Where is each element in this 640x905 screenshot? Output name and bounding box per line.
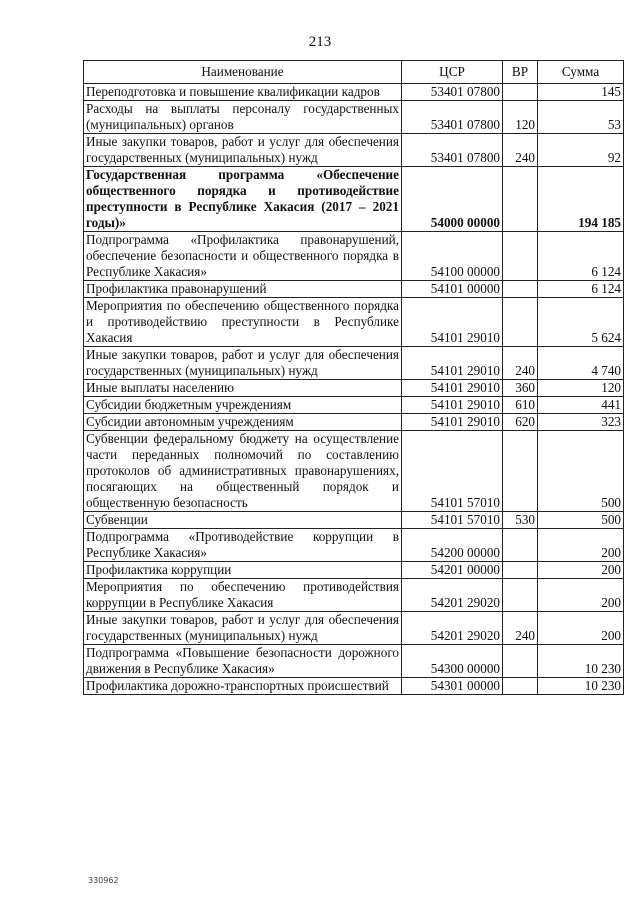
cell-csr: 54201 29020 — [402, 612, 503, 645]
cell-name: Иные закупки товаров, работ и услуг для обеспечения государственных (муниципальных) нужд — [84, 612, 402, 645]
cell-vr — [503, 84, 538, 101]
cell-sum: 200 — [538, 612, 624, 645]
cell-vr — [503, 645, 538, 678]
table-header-row — [84, 61, 624, 84]
cell-vr — [503, 232, 538, 281]
cell-vr: 610 — [503, 397, 538, 414]
cell-csr: 54101 29010 — [402, 298, 503, 347]
cell-vr: 530 — [503, 512, 538, 529]
table-row — [84, 380, 624, 397]
cell-sum: 145 — [538, 84, 624, 101]
cell-csr: 53401 07800 — [402, 134, 503, 167]
budget-table — [83, 60, 624, 695]
table-row — [84, 347, 624, 380]
cell-csr: 54301 00000 — [402, 678, 503, 695]
table-row — [84, 134, 624, 167]
cell-vr — [503, 431, 538, 512]
cell-sum: 323 — [538, 414, 624, 431]
cell-vr — [503, 562, 538, 579]
cell-csr: 54101 29010 — [402, 380, 503, 397]
cell-sum: 200 — [538, 562, 624, 579]
cell-csr: 54101 00000 — [402, 281, 503, 298]
cell-csr: 53401 07800 — [402, 84, 503, 101]
table-row — [84, 579, 624, 612]
table-row — [84, 612, 624, 645]
cell-csr: 53401 07800 — [402, 101, 503, 134]
cell-csr: 54101 29010 — [402, 397, 503, 414]
cell-sum: 120 — [538, 380, 624, 397]
cell-vr — [503, 298, 538, 347]
cell-csr: 54200 00000 — [402, 529, 503, 562]
table-row — [84, 84, 624, 101]
footer-code: 330962 — [88, 876, 119, 885]
cell-vr: 120 — [503, 101, 538, 134]
cell-name: Субсидии бюджетным учреждениям — [84, 397, 402, 414]
header-csr: ЦСР — [402, 61, 503, 84]
cell-vr — [503, 529, 538, 562]
cell-vr — [503, 281, 538, 298]
cell-name: Подпрограмма «Противодействие коррупции в Республике Хакасия» — [84, 529, 402, 562]
cell-csr: 54101 57010 — [402, 431, 503, 512]
table-row — [84, 414, 624, 431]
cell-name: Иные закупки товаров, работ и услуг для обеспечения государственных (муниципальных) нужд — [84, 347, 402, 380]
cell-vr — [503, 579, 538, 612]
table-row — [84, 678, 624, 695]
cell-name: Профилактика коррупции — [84, 562, 402, 579]
cell-sum: 441 — [538, 397, 624, 414]
cell-vr — [503, 678, 538, 695]
table-row — [84, 512, 624, 529]
cell-csr: 54201 29020 — [402, 579, 503, 612]
cell-sum: 5 624 — [538, 298, 624, 347]
cell-name: Подпрограмма «Профилактика правонарушений, обеспечение безопасности и общественного порядка в Республике Хакасия» — [84, 232, 402, 281]
table-body — [84, 84, 624, 695]
cell-vr — [503, 167, 538, 232]
cell-csr: 54101 29010 — [402, 414, 503, 431]
cell-sum: 92 — [538, 134, 624, 167]
cell-name: Подпрограмма «Повышение безопасности дорожного движения в Республике Хакасия» — [84, 645, 402, 678]
cell-sum: 200 — [538, 529, 624, 562]
cell-sum: 10 230 — [538, 645, 624, 678]
cell-csr: 54201 00000 — [402, 562, 503, 579]
page-number: 213 — [308, 34, 332, 50]
table-row — [84, 232, 624, 281]
cell-name: Переподготовка и повышение квалификации кадров — [84, 84, 402, 101]
cell-sum: 500 — [538, 512, 624, 529]
table-row — [84, 101, 624, 134]
cell-sum: 200 — [538, 579, 624, 612]
header-name: Наименование — [84, 61, 402, 84]
cell-name: Иные закупки товаров, работ и услуг для обеспечения государственных (муниципальных) нужд — [84, 134, 402, 167]
cell-sum: 500 — [538, 431, 624, 512]
table-row — [84, 397, 624, 414]
table-row — [84, 167, 624, 232]
cell-csr: 54101 29010 — [402, 347, 503, 380]
cell-vr: 360 — [503, 380, 538, 397]
cell-name: Субсидии автономным учреждениям — [84, 414, 402, 431]
header-vr: ВР — [503, 61, 538, 84]
cell-csr: 54100 00000 — [402, 232, 503, 281]
cell-vr: 240 — [503, 347, 538, 380]
cell-name: Государственная программа «Обеспечение общественного порядка и противодействие преступности в Республике Хакасия (2017 – 2021 годы)» — [84, 167, 402, 232]
cell-sum: 6 124 — [538, 232, 624, 281]
table-row — [84, 431, 624, 512]
cell-name: Мероприятия по обеспечению противодействия коррупции в Республике Хакасия — [84, 579, 402, 612]
table-row — [84, 298, 624, 347]
cell-csr: 54000 00000 — [402, 167, 503, 232]
cell-name: Иные выплаты населению — [84, 380, 402, 397]
cell-vr: 620 — [503, 414, 538, 431]
cell-sum: 53 — [538, 101, 624, 134]
table-row — [84, 645, 624, 678]
cell-csr: 54300 00000 — [402, 645, 503, 678]
cell-name: Субвенции федеральному бюджету на осуществление части переданных полномочий по составлению протоколов об административных правонарушениях, посягающих на общественный порядок и общественную безопасность — [84, 431, 402, 512]
cell-csr: 54101 57010 — [402, 512, 503, 529]
table-row — [84, 529, 624, 562]
cell-name: Расходы на выплаты персоналу государственных (муниципальных) органов — [84, 101, 402, 134]
header-sum: Сумма — [538, 61, 624, 84]
table-row — [84, 281, 624, 298]
cell-sum: 194 185 — [538, 167, 624, 232]
table-row — [84, 562, 624, 579]
cell-vr: 240 — [503, 612, 538, 645]
cell-name: Профилактика дорожно-транспортных происшествий — [84, 678, 402, 695]
cell-name: Мероприятия по обеспечению общественного порядка и противодействию преступности в Республике Хакасия — [84, 298, 402, 347]
cell-sum: 10 230 — [538, 678, 624, 695]
cell-sum: 6 124 — [538, 281, 624, 298]
cell-sum: 4 740 — [538, 347, 624, 380]
cell-name: Субвенции — [84, 512, 402, 529]
cell-vr: 240 — [503, 134, 538, 167]
cell-name: Профилактика правонарушений — [84, 281, 402, 298]
